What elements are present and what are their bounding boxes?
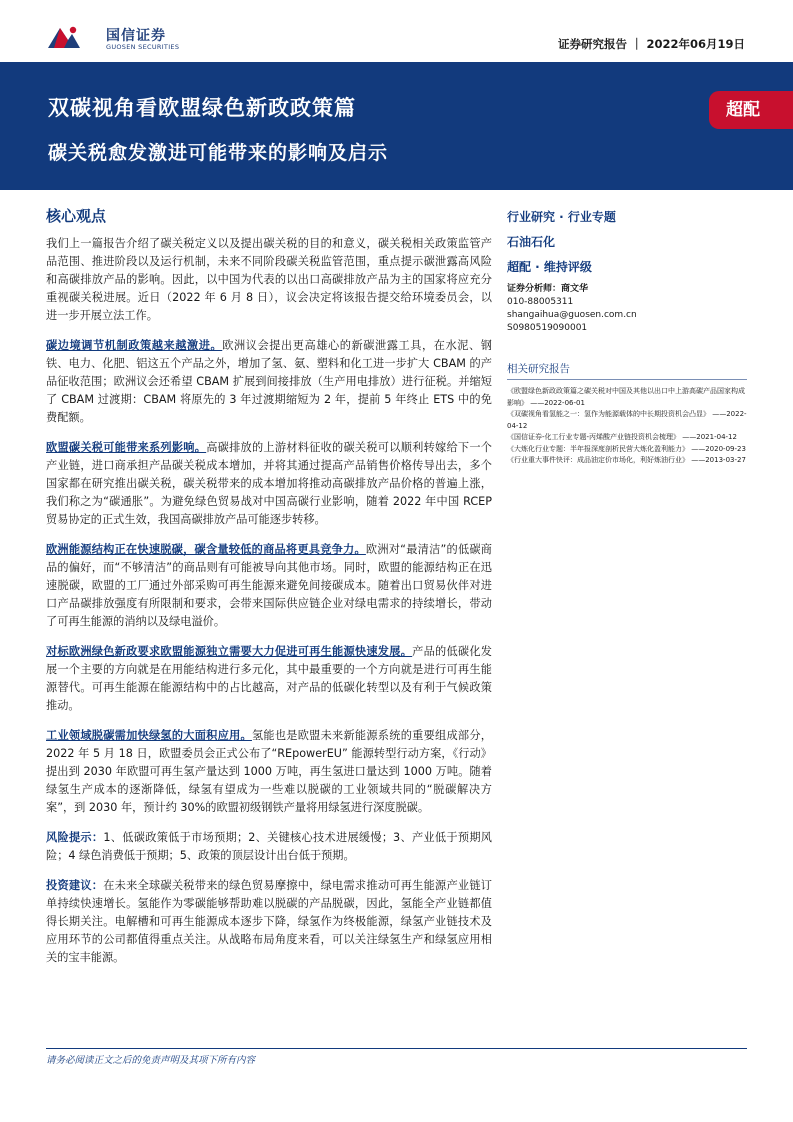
paragraph-lead: 对标欧洲绿色新政要求欧盟能源独立需要大力促进可再生能源快速发展。 [46, 645, 413, 658]
paragraph-lead: 欧盟碳关税可能带来系列影响。 [46, 441, 207, 454]
paragraph-energy-structure: 欧洲能源结构正在快速脱碳，碳含量较低的商品将更具竞争力。欧洲对“最清洁”的低碳商品的偏好，而“不够清洁”的商品则有可能被导向其他市场。同时，欧盟的能源结构正在迅速脱碳，欧盟的工厂通过外部采购可再生能源来避免间接碳成本。随着出口贸易伙伴对进口产品碳排放强度有所限制和要求，会带来国际供应链企业对绿电需求的持续增长，带动了可再生能源的消纳以及绿电溢价。 [46, 543, 492, 628]
rating-tag: 超配 · 维持评级 [507, 260, 592, 274]
analyst-name: 商文华 [561, 284, 589, 294]
report-meta: 证券研究报告 ｜ 2022年06月19日 [557, 37, 745, 51]
paragraph-lead: 碳边境调节机制政策越来越激进。 [46, 339, 223, 352]
analyst-email[interactable]: shangaihua@guosen.com.cn [507, 310, 637, 320]
rating-badge: 超配 [709, 91, 793, 129]
footer-disclaimer: 请务必阅读正文之后的免责声明及其项下所有内容 [46, 1055, 256, 1066]
related-report-item[interactable]: 《行业重大事件快评：成品油定价市场化，利好炼油行业》 ——2013-03-27 [507, 456, 746, 464]
paragraph-lead: 工业领域脱碳需加快绿氢的大面积应用。 [46, 729, 252, 742]
logo-mark-icon [46, 24, 82, 50]
analyst-phone: 010-88005311 [507, 297, 574, 307]
paragraph-cbam-policy: 碳边境调节机制政策越来越激进。欧洲议会提出更高雄心的新碳泄露工具，在水泥、钢铁、电力、化肥、铝这五个产品之外，增加了氢、氨、塑料和化工进一步扩大 CBAM 的产品征收范围；欧洲议会还希望 CBAM 扩展到间接排放（生产用电排放）进行征税。并缩短了 CBAM 过渡期：CBAM 将原先的 3 年过渡期缩短为 2 年，提前 5 年终止 ETS 中的免费配额。 [46, 339, 492, 424]
related-report-item[interactable]: 《双碳视角看氢能之一：氢作为能源载体的中长期投资机会凸显》 ——2022-04-12 [507, 410, 747, 430]
analyst-info [507, 283, 747, 335]
core-views-section [46, 205, 492, 979]
company-logo [46, 24, 216, 50]
paragraph-intro: 我们上一篇报告介绍了碳关税定义以及提出碳关税的目的和意义，碳关税相关政策监管产品范围、推进阶段以及运行机制，未来不同阶段碳关税监管范围，重点提示碳泄露高风险和高碳排放产品的影响。因此，以中国为代表的以出口高碳排放产品为主的国家将应充分重视碳关税进展。近日（2022 年 6 月 8 日），议会决定将该报告提交给环境委员会，以进一步开展立法工作。 [46, 237, 492, 322]
related-reports-heading: 相关研究报告 [507, 361, 747, 380]
related-report-item[interactable]: 《欧盟绿色新政政策篇之碳关税对中国及其他以出口中上游高碳产品国家构成影响》 ——2022-06-01 [507, 387, 745, 407]
paragraph-lead: 欧洲能源结构正在快速脱碳，碳含量较低的商品将更具竞争力。 [46, 543, 366, 556]
logo-text-cn: 国信证券 [106, 28, 166, 44]
report-type-tag: 行业研究 · 行业专题 [507, 210, 616, 224]
related-reports-list [507, 386, 747, 467]
paragraph-risk: 风险提示：1、低碳政策低于市场预期；2、关键核心技术进展缓慢；3、产业低于预期风险；4 绿色消费低于预期；5、政策的顶层设计出台低于预期。 [46, 831, 492, 862]
paragraph-lead: 投资建议： [46, 879, 104, 892]
paragraph-green-hydrogen: 工业领域脱碳需加快绿氢的大面积应用。氢能也是欧盟未来新能源系统的重要组成部分，2022 年 5 月 18 日，欧盟委员会正式公布了“REpowerEU” 能源转型行动方案，《行动》提出到 2030 年欧盟可再生氢产量达到 1000 万吨，再生氢进口量达到 1000 万吨。随着绿氢生产成本的逐渐降低，绿氢有望成为一些难以脱碳的工业领域共同的“脱碳解决方案”，到 2030 年，预计约 30%的欧盟初级钢铁产量将用绿氢进行深度脱碳。 [46, 729, 492, 814]
paragraph-lead: 风险提示： [46, 831, 104, 844]
title-banner [0, 62, 793, 190]
paragraph-renewables: 对标欧洲绿色新政要求欧盟能源独立需要大力促进可再生能源快速发展。产品的低碳化发展一个主要的方向就是在用能结构进行多元化，其中最重要的一个方向就是进行可再生能源替代。可再生能源在能源结构中的占比越高，对产品的低碳化转型以及有利于气候政策推动。 [46, 645, 492, 712]
footer-divider [46, 1048, 747, 1049]
analyst-license: S0980519090001 [507, 323, 588, 333]
analyst-label: 证券分析师： [507, 284, 562, 294]
paragraph-impact: 欧盟碳关税可能带来系列影响。高碳排放的上游材料征收的碳关税可以顺利转嫁给下一个产业链，进口商承担产品碳关税成本增加，并将其通过提高产品销售价格传导出去，多个国家都在研究推出碳关税，碳关税带来的成本增加将推动高碳排放产品价格的普遍上涨，我们称之为“碳通胀”。为避免绿色贸易战对中国高碳行业影响，随着 2022 年中国 RCEP 贸易协定的正式生效，我国高碳排放产品可能逐步转移。 [46, 441, 492, 526]
report-title: 双碳视角看欧盟绿色新政政策篇 [48, 96, 356, 120]
paragraph-investment: 投资建议：在未来全球碳关税带来的绿色贸易摩擦中，绿电需求推动可再生能源产业链订单持续快速增长。氢能作为零碳能够帮助难以脱碳的产品脱碳，因此，氢能全产业链都值得长期关注。电解槽和可再生能源成本逐步下降，绿氢作为终极能源，绿氢产业链技术及应用环节的公司都值得重点关注。从战略布局角度来看，可以关注绿氢生产和绿氢应用相关的宝丰能源。 [46, 879, 492, 964]
related-report-item[interactable]: 《国信证券-化工行业专题-丙烯酸产业链投资机会梳理》 ——2021-04-12 [507, 433, 737, 441]
report-subtitle: 碳关税愈发激进可能带来的影响及启示 [48, 142, 389, 164]
section-heading: 核心观点 [46, 207, 107, 225]
side-panel [507, 208, 747, 467]
related-report-item[interactable]: 《大炼化行业专题：半年报深度剖析民营大炼化盈利能力》 ——2020-09-23 [507, 444, 746, 453]
logo-text-en: GUOSEN SECURITIES [106, 43, 180, 51]
industry-tag: 石油石化 [507, 235, 556, 249]
